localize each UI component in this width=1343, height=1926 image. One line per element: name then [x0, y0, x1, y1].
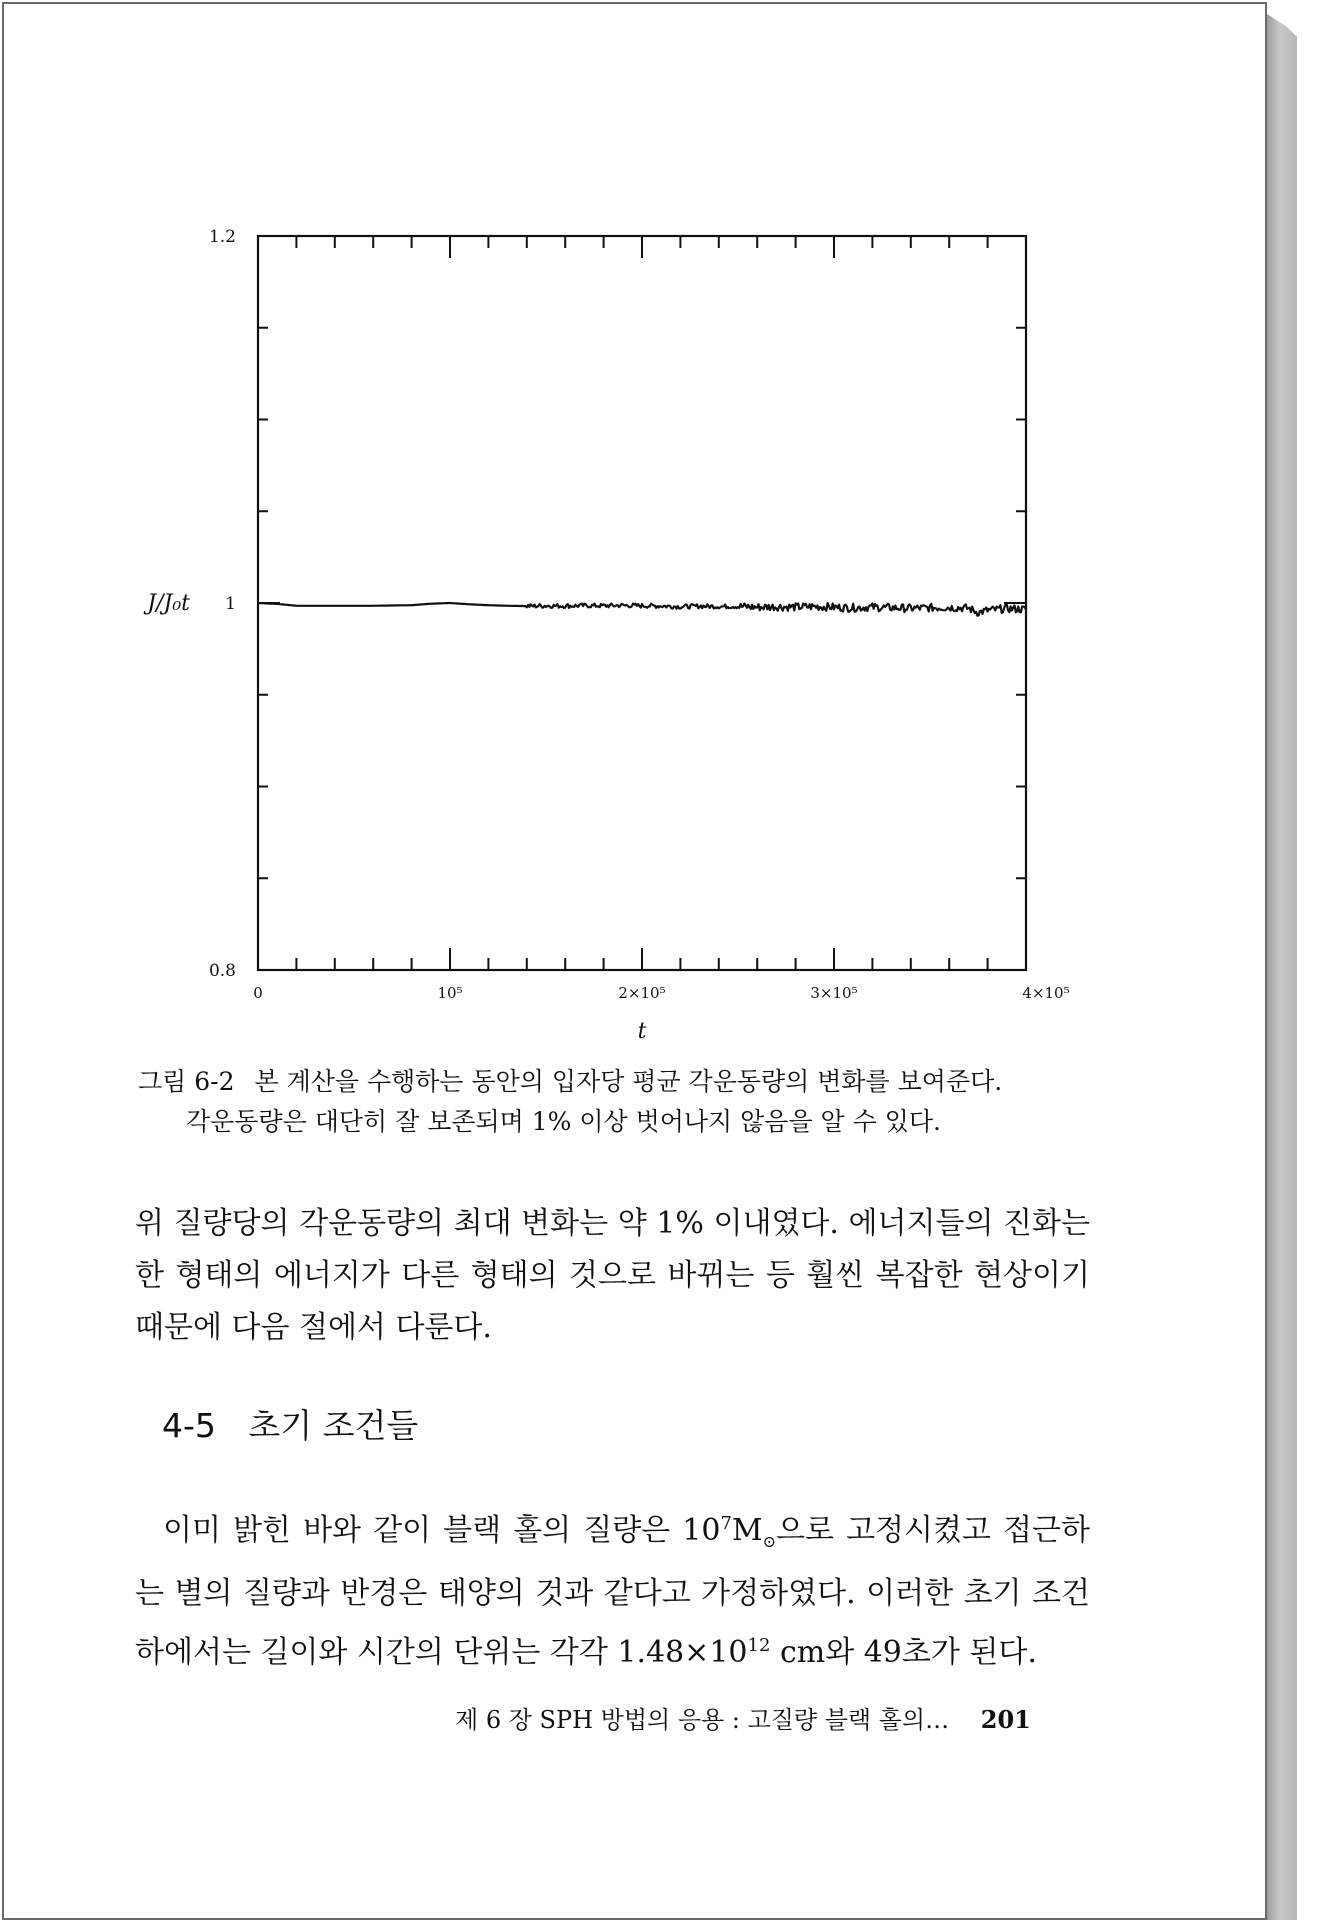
x-tick-label: 4×10⁵ — [1022, 984, 1070, 1002]
paragraph-2-part-1: 이미 밝힌 바와 같이 블랙 홀의 질량은 10 — [163, 1513, 721, 1548]
paragraph-2-part-2: 으로 고정시켰고 접근하는 별의 질량과 반경은 태양의 것과 같다고 가정하였다. 이러한 초기 조건 하에서는 길이와 시간의 단위는 각각 1.48×10 — [135, 1513, 1090, 1670]
y-tick-label: 1 — [225, 594, 236, 614]
running-footer — [455, 1700, 1055, 1735]
exponent-12: 12 — [747, 1635, 771, 1656]
caption-line-2: 각운동량은 대단히 잘 보존되며 1% 이상 벗어나지 않음을 알 수 있다. — [186, 1107, 941, 1136]
page-number: 201 — [980, 1705, 1031, 1734]
paragraph-1-text: 위 질량당의 각운동량의 최대 변화는 약 1% 이내였다. 에너지들의 진화는 한 형태의 에너지가 다른 형태의 것으로 바뀌는 등 훨씬 복잡한 현상이기 때문에 다음 절에서 다룬다. — [135, 1206, 1090, 1345]
y-tick-label: 0.8 — [208, 961, 236, 981]
footer-chapter-title: 제 6 장 SPH 방법의 응용 : 고질량 블랙 홀의… — [455, 1706, 950, 1734]
tick-labels — [209, 227, 1070, 1002]
paragraph-1 — [135, 1198, 1090, 1354]
y-axis-label: J/J₀t — [147, 591, 190, 616]
solar-mass-symbol: M — [731, 1513, 763, 1548]
exponent-7: 7 — [720, 1513, 732, 1534]
solar-subscript: ⊙ — [762, 1532, 777, 1551]
x-tick-label: 0 — [253, 984, 263, 1002]
x-axis-label: t — [637, 1019, 647, 1044]
x-tick-label: 3×10⁵ — [810, 984, 858, 1002]
figure-caption — [138, 1062, 1118, 1142]
x-tick-label: 2×10⁵ — [618, 984, 666, 1002]
section-heading — [162, 1400, 418, 1447]
series-line — [258, 603, 1026, 616]
caption-line-1: 본 계산을 수행하는 동안의 입자당 평균 각운동량의 변화를 보여준다. — [254, 1067, 1003, 1096]
section-number: 4-5 — [162, 1406, 216, 1445]
paragraph-2 — [135, 1498, 1090, 1679]
figure-label: 그림 6-2 — [138, 1067, 235, 1096]
section-title: 초기 조건들 — [248, 1406, 419, 1445]
paragraph-2-part-3: cm와 49초가 된다. — [770, 1635, 1037, 1670]
x-tick-label: 10⁵ — [437, 984, 463, 1002]
y-tick-label: 1.2 — [208, 227, 236, 247]
